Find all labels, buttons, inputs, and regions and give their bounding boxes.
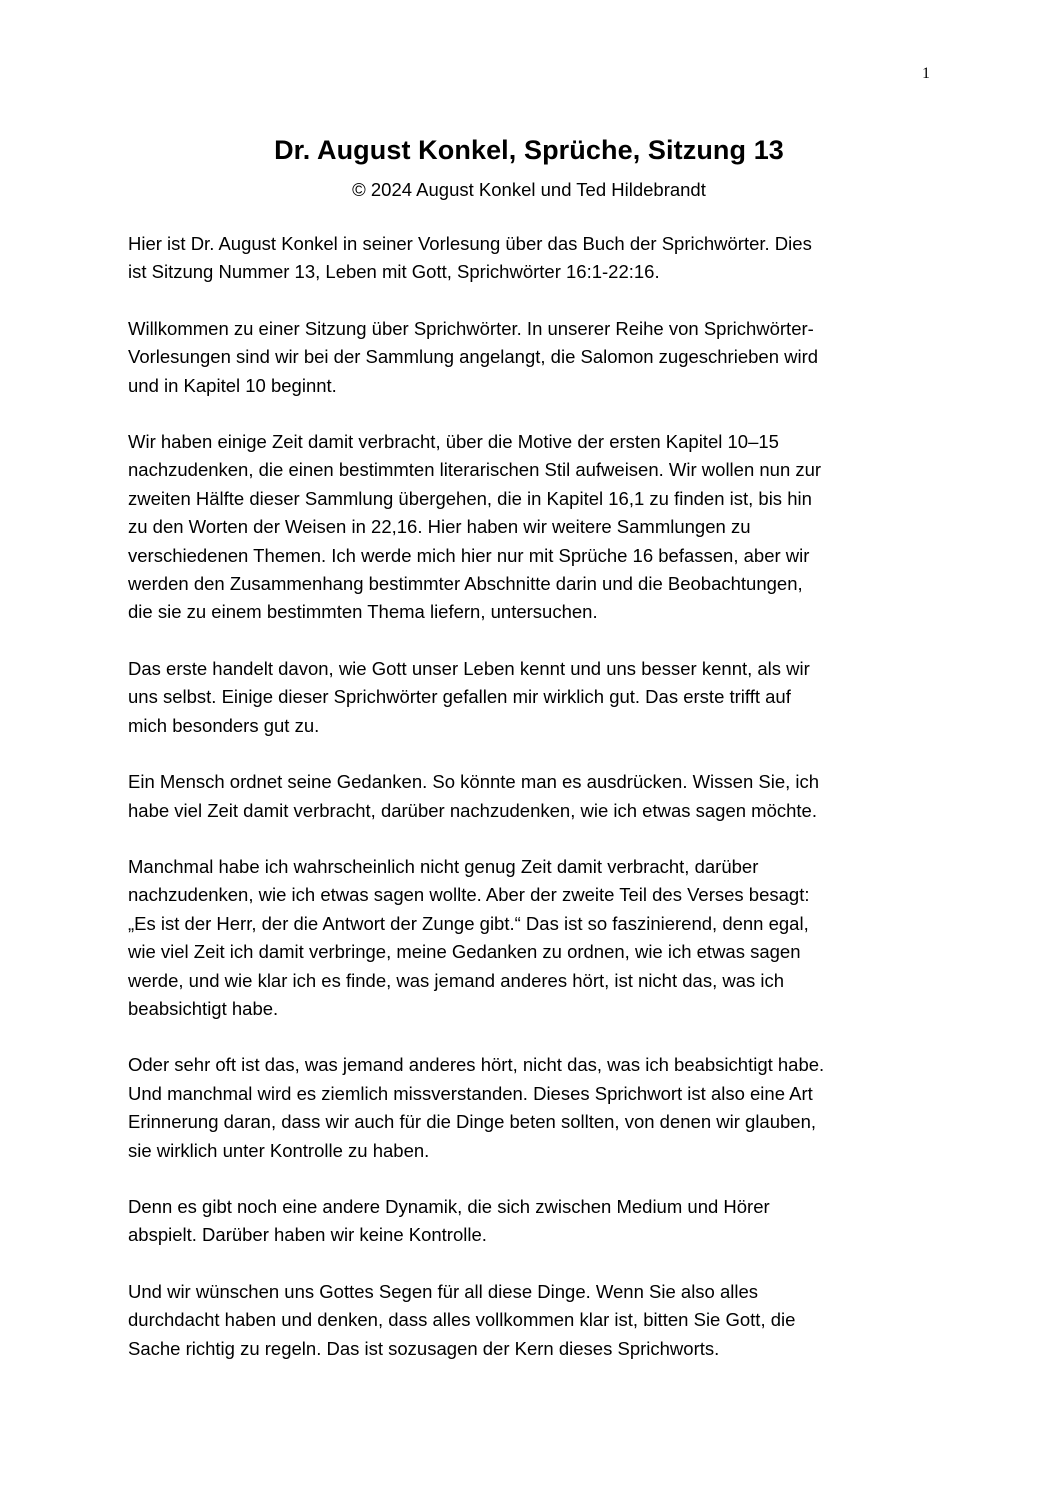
text-line: verschiedenen Themen. Ich werde mich hier nur mit Sprüche 16 befassen, aber wir [128, 544, 810, 566]
text-line: zweiten Hälfte dieser Sammlung übergehen, die in Kapitel 16,1 zu finden ist, bis hin [128, 487, 812, 509]
paragraph [128, 1278, 928, 1363]
text-line: Erinnerung daran, dass wir auch für die Dinge beten sollten, von denen wir glauben, [128, 1111, 817, 1133]
text-line: „Es ist der Herr, der die Antwort der Zunge gibt.“ Das ist so faszinierend, denn egal, [128, 912, 809, 934]
text-line: zu den Worten der Weisen in 22,16. Hier haben wir weitere Sammlungen zu [128, 516, 751, 538]
text-line: die sie zu einem bestimmten Thema liefern, untersuchen. [128, 601, 598, 623]
paragraph [128, 315, 928, 400]
paragraph [128, 428, 928, 627]
text-line: ist Sitzung Nummer 13, Leben mit Gott, Sprichwörter 16:1-22:16. [128, 261, 660, 283]
text-line: Oder sehr oft ist das, was jemand anderes hört, nicht das, was ich beabsichtigt habe. [128, 1054, 825, 1076]
text-line: Das erste handelt davon, wie Gott unser Leben kennt und uns besser kennt, als wir [128, 657, 810, 679]
text-line: Hier ist Dr. August Konkel in seiner Vorlesung über das Buch der Sprichwörter. Dies [128, 233, 812, 254]
paragraph [128, 768, 928, 825]
text-line: Ein Mensch ordnet seine Gedanken. So könnte man es ausdrücken. Wissen Sie, ich [128, 771, 820, 793]
text-line: habe viel Zeit damit verbracht, darüber nachzudenken, wie ich etwas sagen möchte. [128, 799, 817, 821]
text-line: Vorlesungen sind wir bei der Sammlung angelangt, die Salomon zugeschrieben wird [128, 346, 819, 368]
text-line: Und manchmal wird es ziemlich missverstanden. Dieses Sprichwort ist also eine Art [128, 1082, 813, 1104]
body-text [128, 230, 928, 1391]
paragraph [128, 1051, 928, 1165]
text-line: beabsichtigt habe. [128, 997, 279, 1019]
text-line: nachzudenken, die einen bestimmten literarischen Stil aufweisen. Wir wollen nun zur [128, 459, 822, 481]
text-line: Und wir wünschen uns Gottes Segen für all diese Dinge. Wenn Sie also alles [128, 1280, 759, 1302]
text-line: Wir haben einige Zeit damit verbracht, über die Motive der ersten Kapitel 10–15 [128, 431, 779, 453]
text-line: werden den Zusammenhang bestimmter Abschnitte darin und die Beobachtungen, [128, 573, 803, 595]
text-line: nachzudenken, wie ich etwas sagen wollte. Aber der zweite Teil des Verses besagt: [128, 884, 810, 906]
text-line: Sache richtig zu regeln. Das ist sozusagen der Kern dieses Sprichworts. [128, 1337, 720, 1359]
text-line: Manchmal habe ich wahrscheinlich nicht genug Zeit damit verbracht, darüber [128, 855, 759, 877]
text-line: abspielt. Darüber haben wir keine Kontrolle. [128, 1224, 487, 1246]
text-line: durchdacht haben und denken, dass alles vollkommen klar ist, bitten Sie Gott, die [128, 1309, 796, 1331]
document-title: Dr. August Konkel, Sprüche, Sitzung 13 [274, 135, 784, 165]
paragraph [128, 1193, 928, 1250]
copyright-line: © 2024 August Konkel und Ted Hildebrandt [352, 179, 706, 200]
paragraph [128, 655, 928, 740]
text-line: Denn es gibt noch eine andere Dynamik, die sich zwischen Medium und Hörer [128, 1195, 770, 1217]
text-line: und in Kapitel 10 beginnt. [128, 374, 337, 396]
text-line: uns selbst. Einige dieser Sprichwörter gefallen mir wirklich gut. Das erste trifft auf [128, 686, 791, 708]
paragraph [128, 230, 928, 287]
page-number: 1 [922, 65, 930, 82]
text-line: wie viel Zeit ich damit verbringe, meine Gedanken zu ordnen, wie ich etwas sagen [128, 941, 801, 963]
text-line: Willkommen zu einer Sitzung über Sprichwörter. In unserer Reihe von Sprichwörter- [128, 317, 814, 339]
text-line: sie wirklich unter Kontrolle zu haben. [128, 1139, 430, 1161]
paragraph [128, 853, 928, 1023]
text-line: mich besonders gut zu. [128, 714, 320, 736]
text-line: werde, und wie klar ich es finde, was jemand anderes hört, ist nicht das, was ich [128, 969, 785, 991]
